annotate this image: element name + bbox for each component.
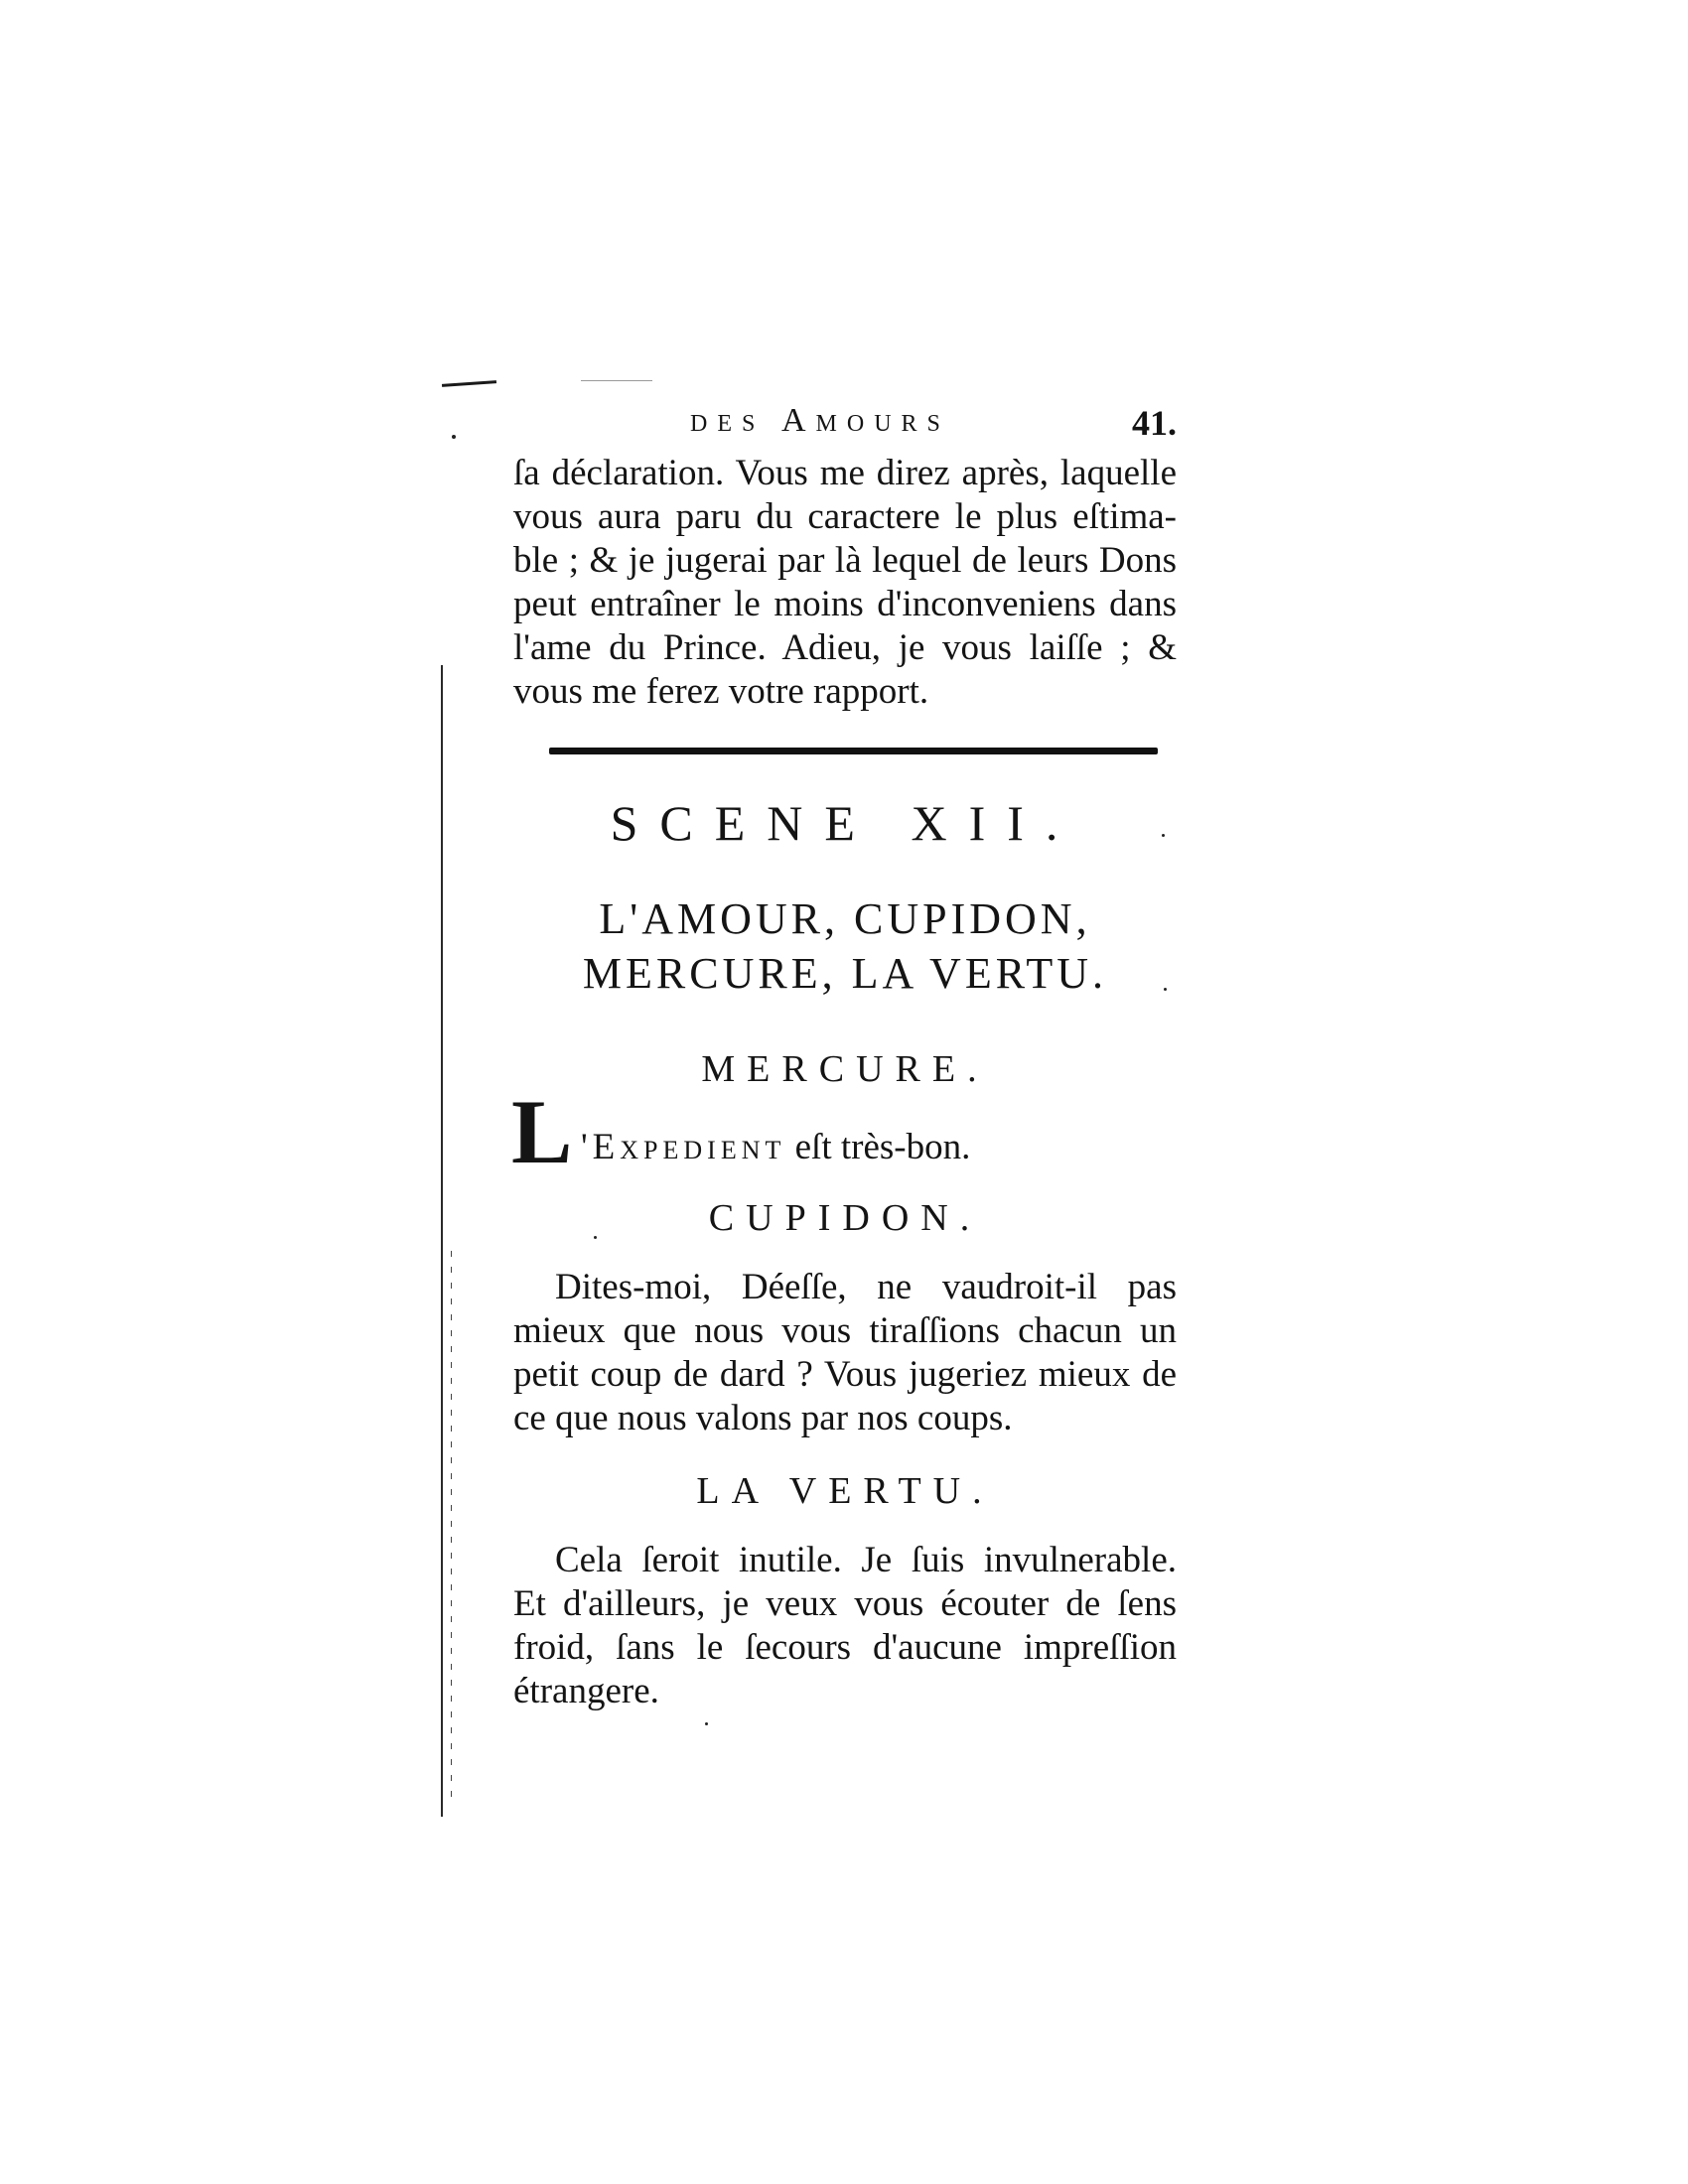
printing-mark: [581, 380, 652, 381]
paragraph-closing-speech: [513, 452, 1177, 714]
page-number: 41.: [1132, 403, 1177, 443]
text-line: l'ame du Prince. Adieu, je vous laiſſe ; &: [513, 627, 1177, 668]
text-line: peut entraîner le moins d'inconveniens dans: [513, 584, 1177, 624]
speaker-name: CUPIDON.: [708, 1197, 982, 1239]
binding-edge-line: [441, 665, 443, 1817]
ink-speck: [452, 435, 456, 439]
text-line: mieux que nous vous tiraſſions chacun un: [513, 1310, 1177, 1351]
speech-remainder: eſt très-bon.: [785, 1127, 971, 1167]
text-line: petit coup de dard ? Vous jugeriez mieux de: [513, 1354, 1177, 1395]
section-rule: [549, 748, 1158, 754]
ink-speck: [705, 1722, 708, 1725]
binding-edge-dots: [451, 1251, 452, 1807]
smallcaps-word: 'Expedient: [581, 1127, 786, 1167]
running-title: des Amours: [690, 402, 950, 439]
cupidon-speech: [513, 1266, 1177, 1440]
text-line: vous me ferez votre rapport.: [513, 671, 929, 712]
character-list-line: L'AMOUR, CUPIDON,: [599, 894, 1091, 943]
text-line: vous aura paru du caractere le plus eſtima-: [513, 496, 1177, 537]
scene-title: SCENE XII.: [610, 795, 1080, 851]
character-list-line: MERCURE, LA VERTU.: [582, 949, 1108, 998]
text-line: ſa déclaration. Vous me direz après, laquelle: [513, 453, 1177, 493]
text-line: ble ; & je jugerai par là lequel de leurs Dons: [513, 540, 1177, 581]
speaker-name: LA VERTU.: [696, 1470, 994, 1512]
printing-mark: [442, 380, 496, 387]
mercure-speech: [511, 1081, 1175, 1182]
drop-cap: L: [511, 1081, 573, 1182]
text-line: ce que nous valons par nos coups.: [513, 1398, 1013, 1438]
text-line: Et d'ailleurs, je veux vous écouter de ſens: [513, 1583, 1177, 1624]
text-line: Cela ſeroit inutile. Je ſuis invulnerable.: [555, 1540, 1177, 1580]
vertu-speech: [513, 1539, 1177, 1713]
text-line: étrangere.: [513, 1671, 659, 1711]
text-line: Dites-moi, Déeſſe, ne vaudroit-il pas: [555, 1267, 1177, 1307]
speaker-name: MERCURE.: [701, 1048, 989, 1090]
speech-text: [581, 1126, 970, 1168]
text-line: froid, ſans le ſecours d'aucune impreſſion: [513, 1627, 1177, 1668]
running-head: [511, 402, 1177, 452]
